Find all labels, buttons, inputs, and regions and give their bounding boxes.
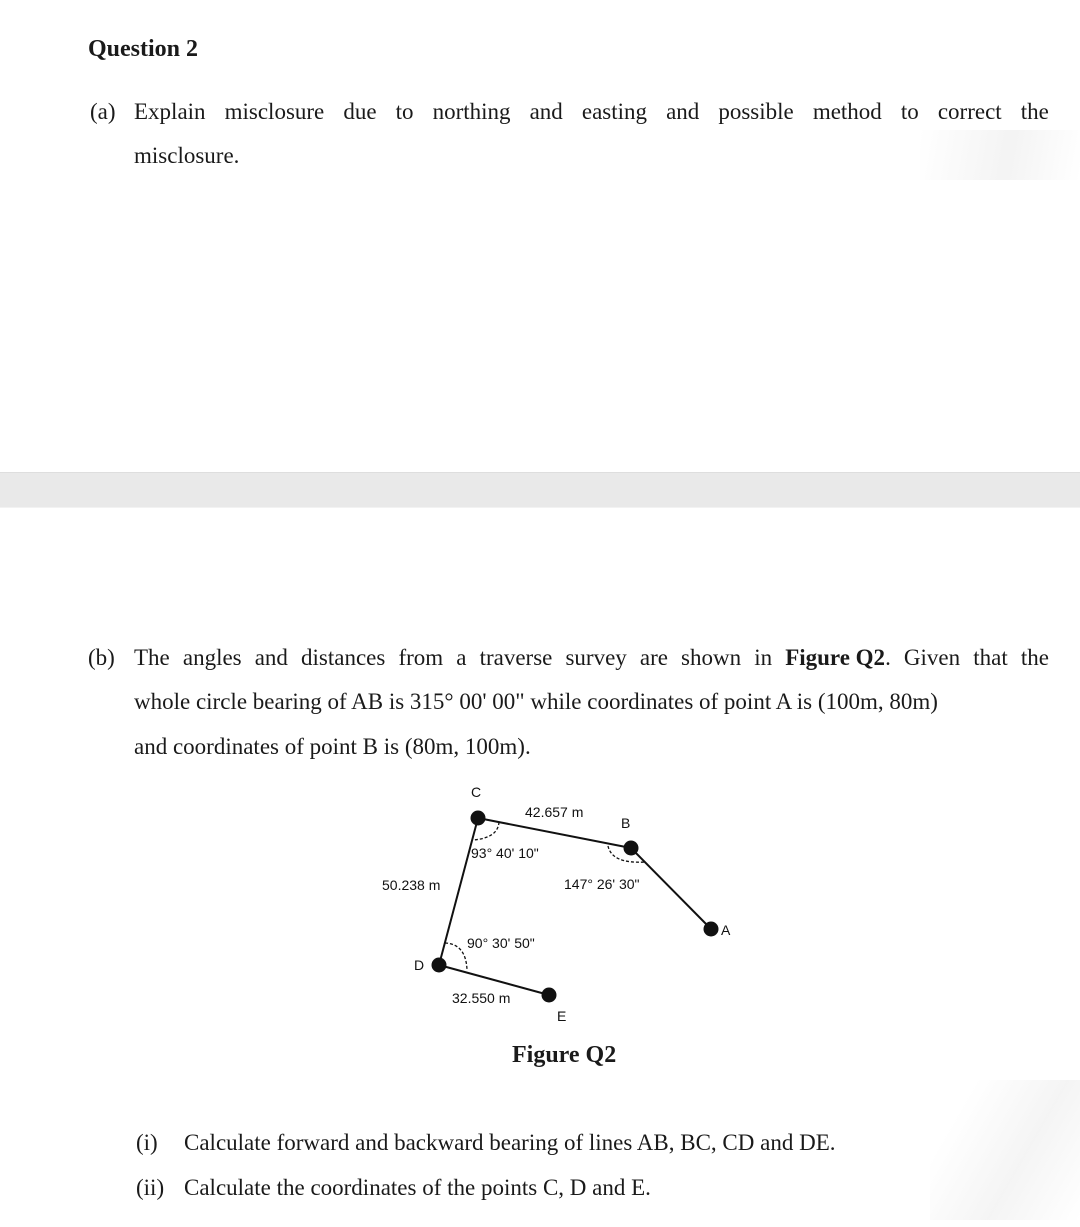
- word: misclosure: [224, 99, 325, 124]
- word: The: [134, 645, 170, 670]
- label-d: D: [414, 957, 425, 973]
- label-c: C: [471, 784, 482, 800]
- part-a-label: (a): [90, 99, 116, 124]
- word: distances: [301, 645, 386, 670]
- part-b-label: (b): [88, 645, 115, 670]
- question-heading: Question 2: [88, 36, 199, 62]
- word: correct: [937, 99, 1002, 124]
- word: from: [398, 645, 444, 670]
- word: the: [1020, 99, 1049, 124]
- part-b-line-3: and coordinates of point B is (80m, 100m).: [134, 734, 531, 759]
- word: to: [395, 99, 414, 124]
- word: method: [812, 99, 882, 124]
- word: northing: [432, 99, 511, 124]
- angle-arc-d: [445, 943, 467, 970]
- part-a-line-2: misclosure.: [134, 143, 240, 168]
- point-d: [432, 958, 447, 973]
- line-bc: [478, 818, 631, 848]
- distance-de: 32.550 m: [452, 990, 511, 1006]
- word: to: [900, 99, 919, 124]
- label-a: A: [721, 922, 731, 938]
- label-e: E: [557, 1008, 567, 1024]
- word: a: [456, 645, 467, 670]
- distance-cd: 50.238 m: [382, 877, 441, 893]
- word: traverse: [479, 645, 553, 670]
- part-b-line-2: whole circle bearing of AB is 315° 00' 00" while coordinates of point A is (100m, 80m): [134, 689, 938, 714]
- word: and: [254, 645, 288, 670]
- word: possible: [718, 99, 794, 124]
- word: that: [973, 645, 1008, 670]
- word: in: [754, 645, 773, 670]
- label-b: B: [621, 815, 631, 831]
- word: and: [529, 99, 563, 124]
- subquestion-ii-text: Calculate the coordinates of the points C, D and E.: [184, 1175, 651, 1200]
- word: and: [666, 99, 700, 124]
- word: due: [343, 99, 377, 124]
- subquestion-ii-number: (ii): [136, 1175, 165, 1200]
- angle-d: 90° 30' 50": [467, 935, 535, 951]
- subquestion-i-text: Calculate forward and backward bearing of lines AB, BC, CD and DE.: [184, 1130, 836, 1155]
- point-e: [542, 988, 557, 1003]
- point-a: [704, 922, 719, 937]
- point-b: [624, 841, 639, 856]
- word: the: [1020, 645, 1049, 670]
- word: survey: [565, 645, 627, 670]
- word: easting: [581, 99, 648, 124]
- distance-cb: 42.657 m: [525, 804, 584, 820]
- angle-b: 147° 26' 30": [564, 876, 640, 892]
- point-c: [471, 811, 486, 826]
- scan-smudge-bottom: [930, 1080, 1080, 1220]
- figure-caption: Figure Q2: [512, 1042, 617, 1068]
- subquestion-i-number: (i): [136, 1130, 158, 1155]
- word: angles: [182, 645, 242, 670]
- word: shown: [681, 645, 742, 670]
- word: are: [639, 645, 668, 670]
- line-ab: [631, 848, 711, 929]
- word: Given: [903, 645, 961, 670]
- angle-c: 93° 40' 10": [471, 845, 539, 861]
- word: Explain: [134, 99, 206, 124]
- word: Figure Q2.: [785, 645, 891, 670]
